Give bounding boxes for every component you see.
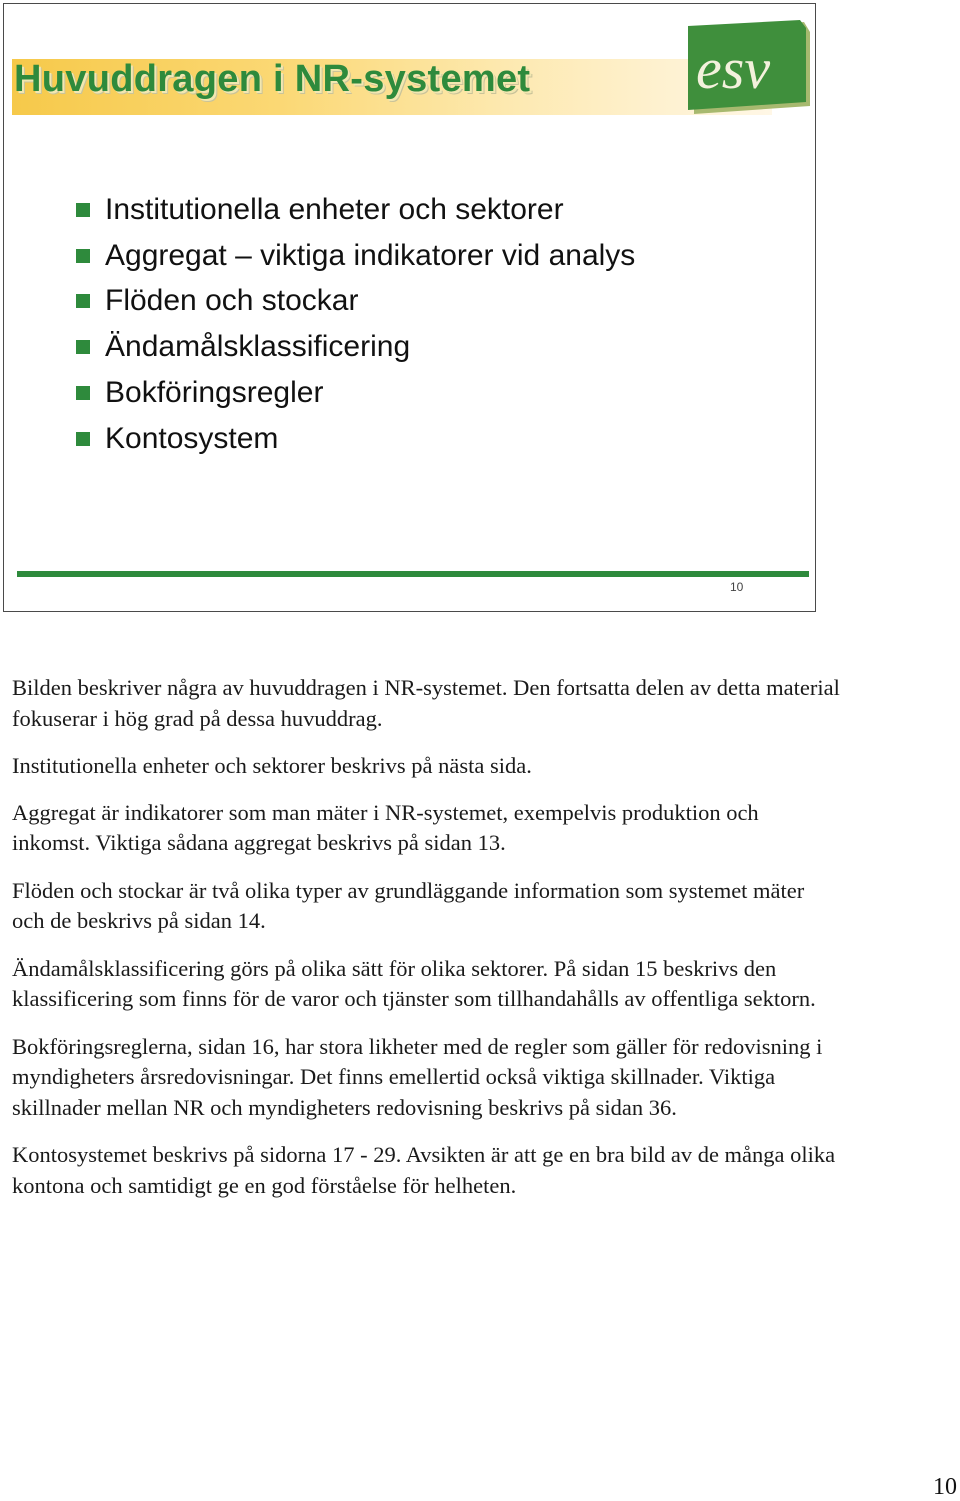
bullet-square-icon [76, 340, 90, 354]
note-paragraph: Institutionella enheter och sektorer beskrivs på nästa sida. [12, 753, 532, 778]
bullet-square-icon [76, 203, 90, 217]
note-paragraph: Aggregat är indikatorer som man mäter i NR-systemet, exempelvis produktion och inkomst. Viktiga sådana aggregat beskrivs på sidan 13. [12, 799, 759, 855]
bullet-text: Ändamålsklassificering [105, 330, 411, 364]
bullet-square-icon [76, 249, 90, 263]
bullet-item [76, 370, 635, 416]
bullet-item [76, 233, 635, 279]
slide-number: 10 [730, 580, 744, 594]
footer-rule [17, 571, 809, 577]
bullet-text: Bokföringsregler [105, 376, 324, 410]
bullet-square-icon [76, 432, 90, 446]
bullet-square-icon [76, 386, 90, 400]
bullet-list [76, 187, 635, 462]
esv-logo [684, 18, 814, 114]
bullet-item [76, 416, 635, 462]
bullet-item [76, 324, 635, 370]
bullet-text: Institutionella enheter och sektorer [105, 192, 564, 226]
logo-text: esv [696, 36, 771, 101]
bullet-square-icon [76, 294, 90, 308]
note-paragraph: Bilden beskriver några av huvuddragen i NR-systemet. Den fortsatta delen av detta material fokuserar i hög grad på dessa huvuddrag. [12, 675, 840, 731]
bullet-text: Flöden och stockar [105, 284, 359, 318]
speaker-notes [12, 673, 842, 1218]
note-paragraph: Ändamålsklassificering görs på olika sätt för olika sektorer. På sidan 15 beskrivs den klassificering som finns för de varor och tjänster som tillhandahålls av offentliga sektorn. [12, 955, 816, 1011]
note-paragraph: Kontosystemet beskrivs på sidorna 17 - 29. Avsikten är att ge en bra bild av de många olika kontona och samtidigt ge en god förståelse för helheten. [12, 1142, 836, 1198]
slide-frame [3, 3, 816, 612]
bullet-text: Kontosystem [105, 421, 279, 455]
note-paragraph: Flöden och stockar är två olika typer av grundläggande information som systemet mäter och de beskrivs på sidan 14. [12, 877, 805, 933]
note-paragraph: Bokföringsreglerna, sidan 16, har stora likheter med de regler som gäller för redovisning i myndigheters årsredovisningar. Det finns emellertid också viktiga skillnader. Viktiga skillnader mellan NR och myndigheters redovisning beskrivs på sidan 36. [12, 1033, 823, 1120]
bullet-item [76, 279, 635, 325]
bullet-text: Aggregat – viktiga indikatorer vid analys [105, 238, 636, 272]
slide-title: Huvuddragen i NR-systemet [14, 58, 531, 100]
page-number: 10 [933, 1474, 957, 1500]
bullet-item [76, 187, 635, 233]
